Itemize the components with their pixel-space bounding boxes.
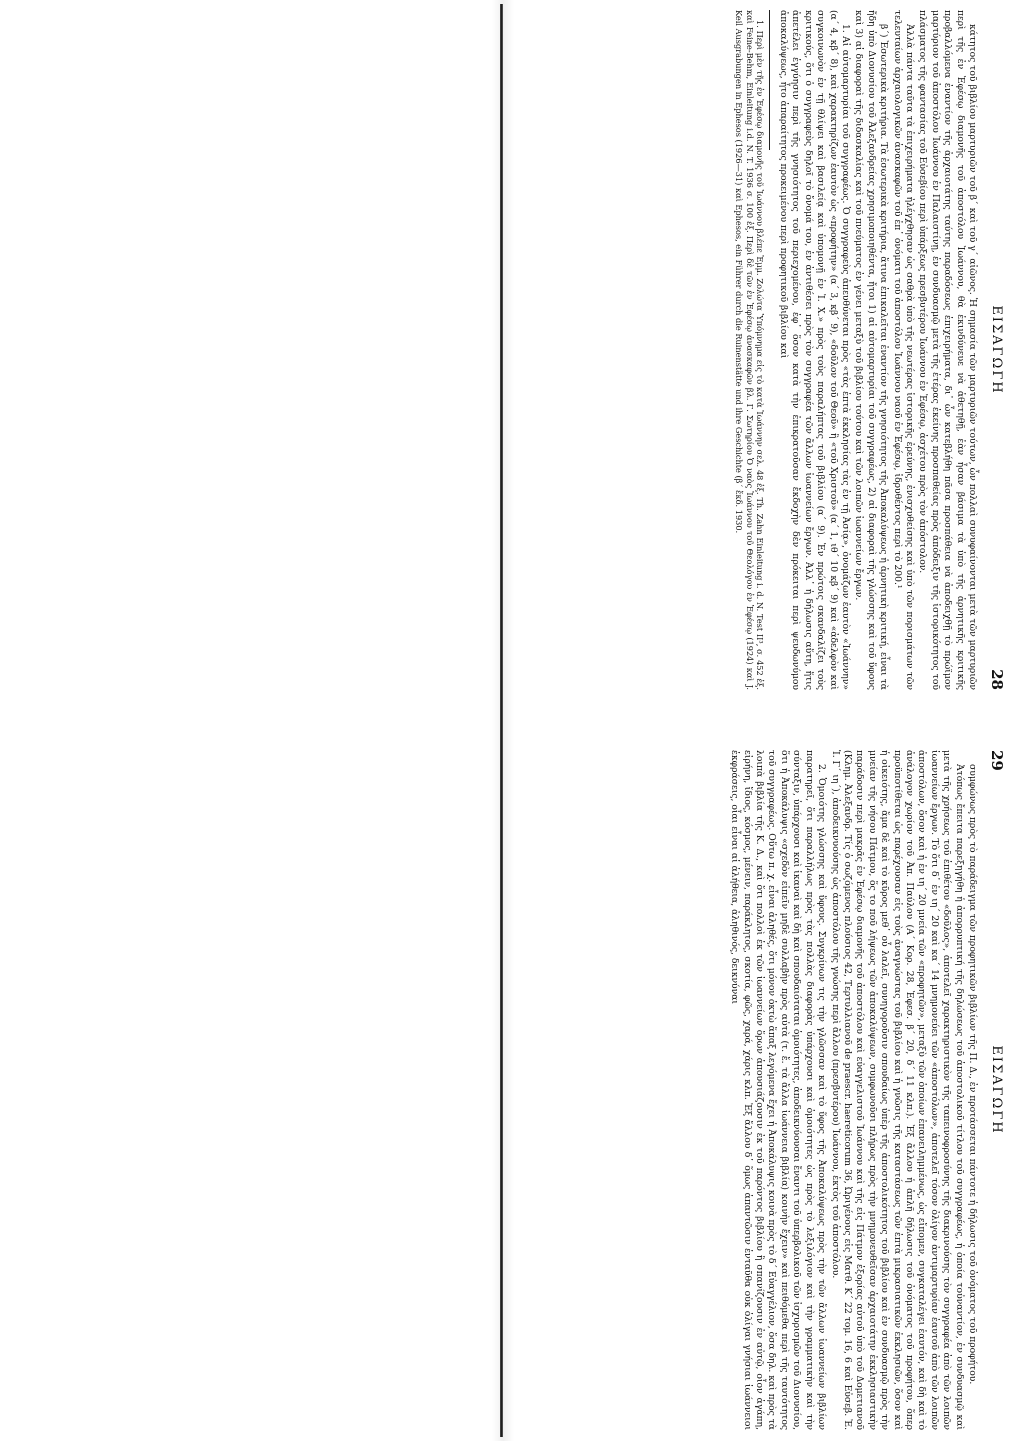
- left-paragraph: Ἀλλὰ πάντα ταῦτα τὰ ἐπιχειρήματα ἠλέγχθησαν ὡς σαθρὰ ὑπὸ τῆς νεωτέρας ἱστορικῆς ἐρεύνης, ἐνισχυθείσης καὶ ὑπὸ τῶν πορισμάτων τῶν τελευταίων ἀρχαιολογικῶν ἀνασκαφῶν τοῦ ἐπ᾽ ὀνόματι τοῦ ἀποστόλου Ἰωάννου ναοῦ ἐν Ἐφέσῳ, ἱδρυθέντος περὶ τὸ 200.¹: [891, 10, 915, 690]
- left-body-text: [777, 10, 979, 690]
- right-running-head: ΕΙΣΑΓΩΓΗ: [989, 1045, 1004, 1135]
- left-running-head: ΕΙΣΑΓΩΓΗ: [989, 305, 1004, 395]
- right-paragraph: 2. Ὁμοιότης γλώσσης καὶ ὕφους. Συγκρίνων τις τὴν γλῶσσαν καὶ τὸ ὕφος τῆς Ἀποκαλύψεως πρὸς τὴν τῶν ἄλλων ἰωαννείων βιβλίων παρατηρεῖ, ὅτι παραλλήλως πρὸς τὰς πολλὰς διαφορὰς ὑπάρχουσι καὶ ὁμοιότητες ὡς πρὸς τὸ λεξιλόγιον καὶ τὴν γραμματικὴν καὶ τὴν σύνταξιν, ὑπάρχουσι καὶ ἱκαναὶ καὶ δὴ καὶ σπουδαιόταται ὁμοιότητες, ἀποδεικνύουσαι ἔναντι τοῦ ὑπερβολικοῦ τῶν ἰσχυρισμῶν τοῦ Διονυσίου, ὅτι ἡ Ἀποκάλυψις «σχεδὸν εἰπεῖν μηδὲ συλλαβὴν πρὸς αὐτὰ (τ. ἔ. τὰ ἄλλα ἰωάννεια βιβλία) κοινὴν ἔχειν» καὶ πειθόμεθα περὶ τῆς ταυτότητος τοῦ συγγραφέως. Οὕτω π. χ. εἶναι ἀληθές, ὅτι μόνον ὀκτὼ ἅπαξ λεγόμενα ἔχει ἡ Ἀποκάλυψις κοινὰ πρὸς τὸ δ΄ Εὐαγγέλιον, ὅσα δηλ. καὶ πρὸς τὰ λοιπὰ βιβλία τῆς Κ. Δ., καὶ ὅτι πολλοὶ ἐκ τῶν ἰωαννείων ὅρων ἀπουσιάζουσιν ἐκ τοῦ παρόντος βιβλίου ἢ σπανίζουσιν ἐν αὐτῷ, οἷον ἀγάπη, εἰρήνη, ἴδιος, κόσμος, μένειν, παράκλητος, σκοτία, φῶς, χαρά, χάρις κλπ. Ἐξ ἄλλου δ᾽ ὅμως ἀπαντῶσιν ἐνταῦθα οὐκ ὀλίγαι γνήσιαι ἰωάννειοι ἐκφράσεις, οἷαι εἶναι αἱ ἀλήθεια, ἀληθινός, δεικνύναι: [729, 750, 828, 1431]
- left-paragraph: β΄) Ἐσωτερικὰ κριτήρια. Τὰ ἐσωτερικὰ κριτήρια, ἅτινα ἐπικαλεῖται ἐναντίον τῆς γνησιότητος τῆς Ἀποκαλύψεως ἡ ἀρνητικὴ κριτική, εἶναι τὰ ἤδη ὑπὸ Διονυσίου τοῦ Ἀλεξανδρείας χρησιμοποιηθέντα, ἤτοι 1) αἱ αὐτομαρτυρίαι τοῦ συγγραφέως, 2) αἱ διαφοραὶ τῆς γλώσσης καὶ τοῦ ὕφους καὶ 3) αἱ διαφοραὶ τῆς διδασκαλίας καὶ τοῦ πνεύματος ἐν γένει μεταξὺ τοῦ βιβλίου τούτου καὶ τῶν λοιπῶν ἰωαννείων ἔργων.: [853, 10, 890, 690]
- book-gutter-shadow: [492, 0, 514, 1441]
- right-body-text: [728, 750, 978, 1430]
- right-page-number: 29: [988, 750, 1006, 771]
- footnote-rule: [770, 10, 771, 150]
- right-page-header: [984, 750, 1006, 1430]
- right-page: [566, 750, 1006, 1430]
- left-footnotes: [734, 10, 766, 690]
- left-paragraph: 1. Αἱ αὐτομαρτυρίαι τοῦ συγγραφέως. Ὁ συγγραφεὺς ἀπευθύνεται πρὸς «τὰς ἑπτὰ ἐκκλησίας τὰς ἐν τῇ Ἀσίᾳ», ὀνομάζων ἑαυτὸν «Ἰωάννην» (α΄ 4, κβ΄ 8), καὶ χαρακτηρίζων ἑαυτὸν ὡς «προφήτην» (α΄ 3, κβ΄ 9), «δοῦλον τοῦ Θεοῦ» ἢ «τοῦ Χριστοῦ» (α΄ 1, ιθ΄ 10 κβ΄ 9) καὶ «ἀδελφὸν καὶ συγκοινωνὸν ἐν τῇ θλίψει καὶ βασιλείᾳ καὶ ὑπομονῇ ἐν Ἰ. Χ.» πρὸς τοὺς παραλήπτας τοῦ βιβλίου (α΄ 9). Ἐν πρώτοις σκανδαλίζει τοὺς κριτικούς, ὅτι ὁ συγγραφεὺς δηλοῖ τὸ ὄνομά του, ἐν ἀντιθέσει πρὸς τὸν συγγραφέα τῶν ἄλλων ἰωαννείων ἔργων. Ἀλλ᾽ ἡ δήλωσις αὕτη, ἥτις ἀπετέλει ἐγγύησιν περὶ τῆς γνησιότητος τοῦ περιεχομένου, ἐφ᾽ ὅσον κατὰ τὴν ἐπικρατοῦσαν ἔκδοχὴν δὲν πρόκειται περὶ ψευδωνύμου ἀποκαλύψεως, ἦτο ἀπαραίτητος προκειμένου περὶ προφητικοῦ βιβλίου καὶ: [777, 10, 851, 690]
- footnote: 1. Περὶ μὲν τῆς ἐν Ἐφέσῳ διαμονῆς τοῦ Ἰωάννου βλέπε Ἐμμ. Ζολώτα Ὑπόμνημα εἰς τὸ κατὰ Ἰωάννην σελ. 48 ἑξ. Th. Zahn Einleitung i. d. N. Test II³, σ. 452 ἑξ. καὶ Feine-Behm, Einleitung i.d. N. T. 1936 σ. 100 ἑξ. Περὶ δὲ τῶν ἐν Ἐφέσῳ ἀνασκαφῶν βλ. Γ. Σωτηρίου Ὁ ναὸς Ἰωάννου τοῦ Θεολόγου ἐν Ἐφέσῳ (1924) καὶ J. Keil Ausgrabungen in Ephesos (1926—31) καὶ Ephesos, ein Führer durch die Ruinenstätte und ihre Geschichte (β΄ ἔκδ. 1930.: [734, 10, 766, 690]
- book-gutter-line: [500, 4, 503, 1437]
- left-paragraph: κάτητος τοῦ βιβλίου μαρτυριῶν τοῦ β΄ καὶ τοῦ γ΄ αἰῶνος. Ἡ σημασία τῶν μαρτυριῶν τούτων, ὧν πολλαὶ συνυφαίνονται μετὰ τῶν μαρτυριῶν περὶ τῆς ἐν Ἐφέσῳ διαμονῆς τοῦ ἀποστόλου Ἰωάννου, θὰ ἐκινδύνευε νὰ ἀθετηθῇ, ἐὰν ἦσαν βάσιμα τὰ ὑπὸ τῆς ἀρνητικῆς κριτικῆς προβαλλόμενα ἐναντίον τῆς ἀρχαιοτάτης ταύτης παραδόσεως ἐπιχειρήματα, δι᾽ ὧν κατεβλήθη πᾶσα προσπάθεια νὰ ἀποδειχθῇ τὸ πρώϊμον μαρτύριον τοῦ ἀποστόλου Ἰωάννου ἐν Παλαιστίνῃ, ἐν συνδυασμῷ μετὰ τῆς ἑτέρας ἐκείνης προσπαθείας πρὸς ἀπόδειξιν τῆς ἱστορικότητος τοῦ πλάσματος τῆς φαντασίας τοῦ Εὐσεβίου περὶ ὑπάρξεως πρεσβυτέρου Ἰωάννου ἐν Ἐφέσῳ, ἀσχέτου πρὸς τὸν ἀπόστολον.: [917, 10, 978, 690]
- left-page-number: 28: [988, 669, 1006, 690]
- left-page: [566, 10, 1006, 690]
- right-paragraph: Ἀτόπως ἔπειτα παρεξηγήθη ἡ ἀπορρυπτική τῆς δηλώσεως τοῦ ἀποστολικοῦ τίτλου τοῦ συγγραφέως, ἡ ὁποία τοὐναντίον, ἐν συνδυασμῷ καὶ μετὰ τῆς χρήσεως τοῦ ἐπιθέτου «δοῦλος», ἀποτελεῖ χαρακτηριστικὸν τῆς ταπεινοφροσύνης τῆς διακρινούσης τὸν συγγραφέα ἀπὸ τῶν λοιπῶν ἰωαννείων ἔργων. Τὸ ὅτι δ᾽ ἐν ιη΄ 20 καὶ κα΄ 14 μνημονεύει τῶν «ἀποστόλων», ἀποτελεῖ τόσον ὀλίγον ἀντιμαρτυρίαν ἑαυτοῦ ἀπὸ τῶν λοιπῶν ἀποστόλων, ὅσον καὶ ἡ ἐν ιη΄ 20 μνεία τῶν «προφητῶν», μεταξὺ τῶν ὁποίων ἐπανειλημμένως, ὡς εἴπομεν, συγκαταλέγει ἑαυτόν, καὶ δὴ καὶ τὸ ἀνάλογον χωρίον τοῦ Ἀπ. Παύλου (Α΄ Κορ. 28, Ἐφεσ. β΄ 20, δ΄ 11 κλπ.). Ἐξ ἄλλου ἡ ἁπλῆ δήλωσις τοῦ ὀνόματος τοῦ προφήτου, ὅπερ προϋποτίθεται ὡς παρέχουσαν εἰς τοὺς ἀναγνώστας τοῦ βιβλίου καὶ ἡ γνῶσις τῆς καταστάσεως τῶν ἑπτὰ μικρασιατικῶν ἐκκλησιῶν, ὅσον καὶ ἡ οἰκειότης, ἅμα δὲ καὶ τὸ κῦρος μεθ᾽ οὗ λαλεῖ, συνηγοροῦσιν σπουδαίως ὑπὲρ τῆς ἀποστολικότητος τοῦ βιβλίου καὶ ἐν συνδυασμῷ πρὸς τὴν μνείαν τῆς νήσου Πάτμου, ὅς το ποῦ λήψεως τῶν ἀποκαλύψεων, συμφωνοῦσι πλήρως πρὸς τὴν μνημονευθεῖσαν ἀρχαιοτάτην ἐκκλησιαστικὴν παράδοσιν περὶ μακρᾶς ἐν Ἐφέσῳ διαμονῆς τοῦ ἀποστόλου καὶ εὐαγγελιστοῦ Ἰωάννου καὶ τῆς εἰς Πάτμον ἐξορίας αὐτοῦ ὑπὸ τοῦ Δομετιανοῦ (Κλημ. Ἀλεξανδρ. Τίς ὁ σωζόμενος πλούσιος 42, Τερτυλλιανοῦ de praescr. haereticorum 36, Ὠριγένους εἰς Ματθ. Κ΄ 22 τομ. 16, 6 καὶ Εὐσεβ. Ἐ. Ἱ. Γ΄ ιη΄), ἀποδεικνυούσης ὡς ἀποστόλου τῆς γνώσης περὶ ἄλλου (πρεσβυτέρου) Ἰωάννου, ἐκτὸς τοῦ ἀποστόλου.: [829, 750, 965, 1430]
- right-paragraph: συμφώνως πρὸς τὸ παράδειγμα τῶν προφητικῶν βιβλίων τῆς Π. Δ., ἐν προτάσσεται πάντοτε ἡ δήλωσις τοῦ ὀνόματος τοῦ προφήτου.: [967, 764, 978, 1385]
- left-page-header: [984, 10, 1006, 690]
